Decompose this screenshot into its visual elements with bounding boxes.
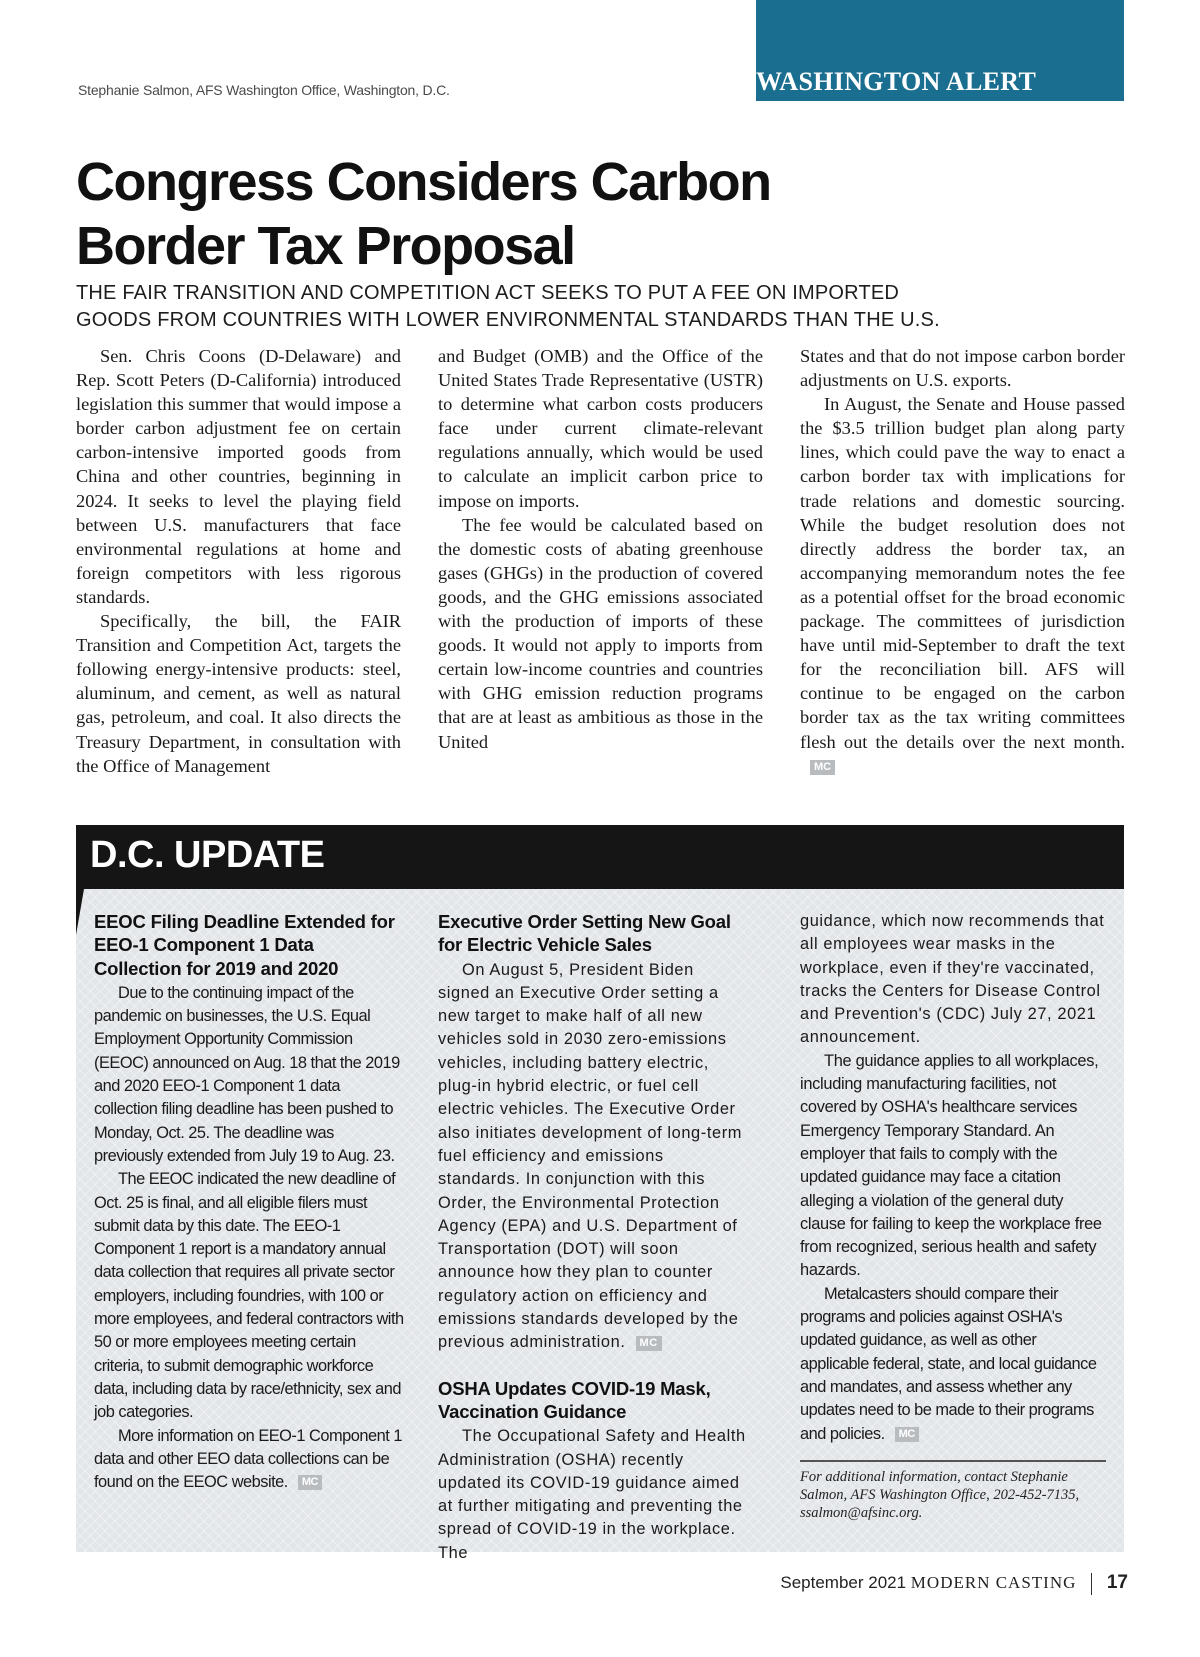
page-number: 17 [1106,1572,1128,1593]
osha-paragraph: guidance, which now recommends that all employees wear masks in the workplace, even if they're vaccinated, tracks the Centers for Disease Control and Prevention's (CDC) July 27, 2021 announcement. [800,912,1105,1047]
page-footer [780,1572,1128,1595]
end-mark-icon: MC [810,760,835,775]
dc-column-2 [438,910,750,1565]
article-paragraph [800,392,1125,778]
article-deck: THE FAIR TRANSITION AND COMPETITION ACT SEEKS TO PUT A FEE ON IMPORTED GOODS FROM COUNTRIES WITH LOWER ENVIRONMENTAL STANDARDS THAN THE U.S. [76,282,940,331]
article-paragraph: and Budget (OMB) and the Office of the United States Trade Representative (USTR) to determine what carbon costs producers face under current climate-relevant regulations annually, which would be used to calculate an implicit carbon price to impose on imports. [438,346,763,511]
dc-update-title: D.C. UPDATE [90,834,325,876]
end-mark-icon: MC [298,1475,322,1490]
byline: Stephanie Salmon, AFS Washington Office, Washington, D.C. [78,82,450,98]
eeoc-paragraph [94,1425,406,1495]
dc-update-header [76,825,1124,889]
issue-date: September 2021 [780,1573,907,1592]
end-mark-icon: MC [636,1336,662,1351]
article-paragraph-text: In August, the Senate and House passed the $3.5 trillion budget plan along party lines, which could pave the way to enact a carbon border tax with implications for trade relations and domestic sourcing. While the budget resolution does not directly address the border tax, an accompanying memorandum notes the fee as a potential offset for the broad economic package. The committees of jurisdiction have until mid-September to draft the text for the reconciliation bill. AFS will continue to be engaged on the carbon border tax as the tax writing committees flesh out the details over the next month. [800,394,1125,752]
eeoc-paragraph: The EEOC indicated the new deadline of Oct. 25 is final, and all eligible filers must submit data by this date. The EEO-1 Component 1 report is a mandatory annual data collection that requires all private sector employers, including foundries, with 100 or more employees, and federal contractors with 50 or more employees meeting certain criteria, to submit demographic workforce data, including data by race/ethnicity, sex and job categories. [94,1170,404,1422]
section-label: WASHINGTON ALERT [756,67,1037,96]
article-paragraph: Sen. Chris Coons (D-Delaware) and Rep. Scott Peters (D-California) introduced legislation this summer that would impose a border carbon adjustment fee on certain carbon-intensive imported goods from China and other countries, beginning in 2024. It seeks to level the playing field between U.S. manufacturers that face environmental regulations at home and foreign competitors with less rigorous standards. [76,346,401,607]
eeoc-heading: EEOC Filing Deadline Extended for EEO-1 Component 1 Data Collection for 2019 and 2020 [94,911,395,979]
osha-paragraph [800,1283,1106,1446]
dc-column-1 [94,910,406,1494]
contact-info: For additional information, contact Stephanie Salmon, AFS Washington Office, 202-452-7135, ssalmon@afsinc.org. [800,1460,1106,1522]
ev-heading: Executive Order Setting New Goal for Electric Vehicle Sales [438,911,731,956]
article-column-1 [76,344,401,778]
article-title: Congress Considers Carbon Border Tax Proposal [76,152,771,276]
osha-paragraph-text: Metalcasters should compare their programs and policies against OSHA's updated guidance, as well as other applicable federal, state, and local guidance and mandates, and assess whether any updates need to be made to their programs and policies. [800,1284,1097,1443]
header-flag-shape [76,889,84,935]
magazine-name: MODERN CASTING [910,1573,1077,1592]
article-column-2 [438,344,763,754]
article-paragraph: Specifically, the bill, the FAIR Transition and Competition Act, targets the following energy-intensive products: steel, aluminum, and cement, as well as natural gas, petroleum, and coal. It also directs the Treasury Department, in consultation with the Office of Management [76,611,401,776]
eeoc-paragraph-text: More information on EEO-1 Component 1 data and other EEO data collections can be found on the EEOC website. [94,1426,402,1492]
osha-paragraph: The Occupational Safety and Health Administration (OSHA) recently updated its COVID-19 guidance aimed at further mitigating and preventing the spread of COVID-19 in the workplace. The [438,1427,746,1562]
ev-paragraph-text: On August 5, President Biden signed an Executive Order setting a new target to make half of all new vehicles sold in 2030 zero-emissions vehicles, including battery electric, plug-in hybrid electric, or fuel cell electric vehicles. The Executive Order also initiates development of long-term fuel efficiency and emissions standards. In conjunction with this Order, the Environmental Protection Agency (EPA) and U.S. Department of Transportation (DOT) will soon announce how they plan to counter regulatory action on efficiency and emissions standards developed by the previous administration. [438,960,743,1352]
footer-divider [1091,1573,1092,1595]
section-tab [756,0,1124,101]
article-column-3 [800,344,1125,778]
osha-heading: OSHA Updates COVID-19 Mask, Vaccination Guidance [438,1377,711,1422]
dc-column-3 [800,910,1106,1522]
ev-paragraph [438,959,750,1355]
end-mark-icon: MC [895,1427,919,1442]
article-paragraph: States and that do not impose carbon border adjustments on U.S. exports. [800,346,1125,391]
article-paragraph: The fee would be calculated based on the domestic costs of abating greenhouse gases (GHGs) in the production of covered goods, and the GHG emissions associated with the production of imports of these goods. It would not apply to imports from certain low-income countries and countries with GHG emission reduction programs that are at least as ambitious as those in the United [438,514,763,752]
eeoc-paragraph: Due to the continuing impact of the pandemic on businesses, the U.S. Equal Employment Opportunity Commission (EEOC) announced on Aug. 18 that the 2019 and 2020 EEO-1 Component 1 data collection filing deadline has been pushed to Monday, Oct. 25. The deadline was previously extended from July 19 to Aug. 23. [94,983,400,1165]
osha-paragraph: The guidance applies to all workplaces, including manufacturing facilities, not covered by OSHA's healthcare services Emergency Temporary Standard. An employer that fails to comply with the updated guidance may face a citation alleging a violation of the general duty clause for failing to keep the workplace free from recognized, serious health and safety hazards. [800,1051,1102,1280]
